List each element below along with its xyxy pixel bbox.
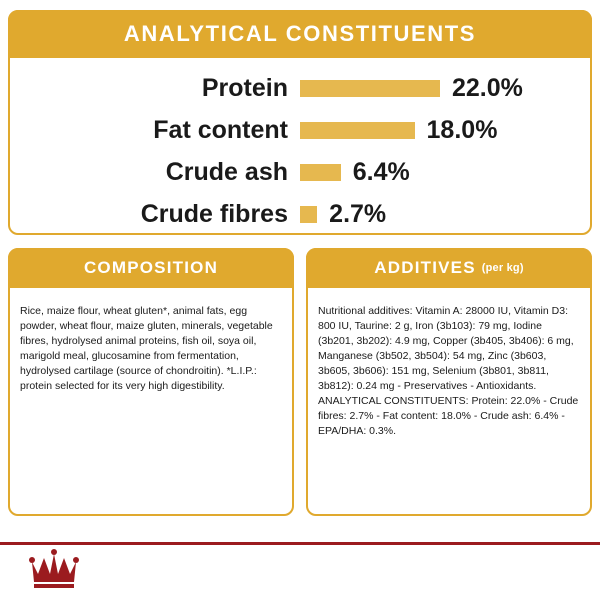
chart-row [10,68,590,108]
chart-row [10,110,590,150]
chart-row [10,152,590,192]
chart-bar-wrap [300,158,590,187]
chart-category-label: Protein [201,73,288,102]
additives-subtitle: (per kg) [481,262,524,274]
chart-value-label: 2.7% [329,199,387,228]
chart-bar [300,206,317,223]
chart-value-label: 22.0% [452,73,523,102]
analytical-constituents-panel [8,10,592,235]
royal-canin-crown-logo [28,548,80,594]
chart-value-label: 6.4% [352,157,410,186]
chart-category-label: Crude fibres [140,199,288,228]
chart-bar-wrap [300,200,590,229]
chart-bar-wrap [300,116,590,145]
chart-category-label: Crude ash [165,157,288,186]
additives-header [306,248,592,288]
chart-category-label: Fat content [153,115,288,144]
composition-panel [8,248,294,516]
chart-bar [300,122,415,139]
analytical-constituents-header [8,10,592,58]
chart-row [10,194,590,234]
chart-bar [300,80,440,97]
composition-text: Rice, maize flour, wheat gluten*, animal fats, egg powder, wheat flour, maize gluten, minerals, vegetable fibres, hydrolysed animal proteins, fish oil, soya oil, marigold meal, glucosamine from fermentation, hydrolysed cartilage (source of chondroitin). *L.I.P.: protein selected for its very high digestibility. [20,305,273,392]
chart-bar [300,164,341,181]
additives-panel [306,248,592,516]
composition-body [10,296,292,394]
analytical-constituents-title: ANALYTICAL CONSTITUENTS [123,21,477,46]
additives-body [308,296,590,439]
analytical-constituents-bar-chart [10,68,590,236]
chart-bar-wrap [300,74,590,103]
footer-divider [0,542,600,545]
additives-text: Nutritional additives: Vitamin A: 28000 IU, Vitamin D3: 800 IU, Taurine: 2 g, Iron (3b103): 79 mg, Iodine (3b201, 3b202): 4.9 mg, Copper (3b405, 3b406): 6 mg, Manganese (3b502, 3b504): 54 mg, Zinc (3b603, 3b605, 3b606): 151 mg, Selenium (3b801, 3b811, 3b812): 0.24 mg - Preservatives - Antioxidants. ANALYTICAL CONSTITUENTS: Protein: 22.0% - Crude fibres: 2.7% - Fat content: 18.0% - Crude ash: 6.4% - EPA/DHA: 0.3%. [318,305,579,437]
composition-header [8,248,294,288]
composition-title: COMPOSITION [83,258,219,277]
chart-value-label: 18.0% [426,115,498,144]
additives-title: ADDITIVES [374,258,476,277]
